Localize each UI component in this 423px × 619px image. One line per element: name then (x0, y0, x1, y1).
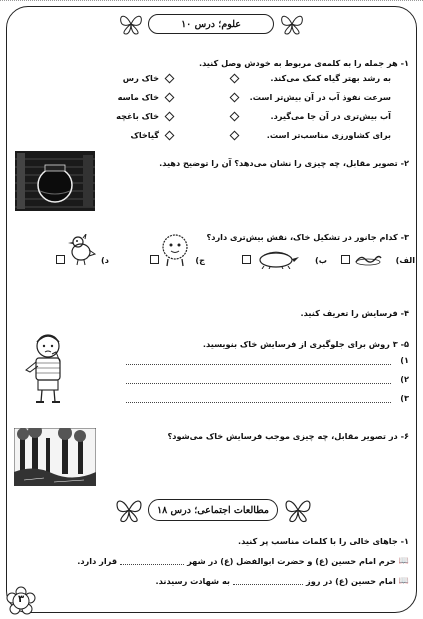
fill-blank-text: قرار دارد. (77, 555, 118, 566)
option-label: د) (101, 255, 109, 265)
butterfly-icon (114, 496, 144, 524)
butterfly-icon (118, 12, 144, 36)
answer-checkbox[interactable] (150, 255, 159, 264)
option-label: الف) (395, 255, 415, 265)
question-1-prompt: ۱- هر جمله را به کلمه‌ی مربوط به خودش وصل کنید. (198, 58, 409, 68)
bird-icon (66, 234, 96, 266)
answer-line-label: ۲) (400, 374, 409, 384)
q1-sentence: برای کشاورزی مناسب‌تر است. (266, 130, 391, 140)
answer-checkbox[interactable] (341, 255, 350, 264)
thinking-child-image (20, 330, 76, 406)
blank-field[interactable] (120, 557, 184, 565)
q1-word: گیاخاک (130, 130, 159, 140)
q1-sentence: به رشد بهتر گیاه کمک می‌کند. (270, 73, 391, 83)
answer-line-label: ۳) (400, 393, 409, 403)
question-2-prompt: ۲- تصویر مقابل، چه چیزی را نشان می‌دهد؟ آن را توضیح دهید. (159, 158, 409, 168)
q1-word: خاک باغچه (116, 111, 159, 121)
q1-sentence: سرعت نفوذ آب در آن بیش‌تر است. (249, 92, 391, 102)
fill-blank-line-1 (77, 555, 409, 566)
butterfly-icon (279, 12, 305, 36)
answer-line-label: ۱) (400, 355, 409, 365)
option-label: ب) (315, 255, 327, 265)
earthworm-icon (354, 252, 382, 266)
answer-line[interactable] (126, 402, 391, 403)
blank-field[interactable] (233, 577, 303, 585)
forest-erosion-image (14, 428, 96, 486)
lesson-title: علوم؛ درس ۱۰ (181, 18, 241, 30)
fill-blank-text: به شهادت رسیدند. (155, 575, 230, 586)
fill-blank-text: امام حسین (ع) در روز (305, 575, 396, 586)
question-4-prompt: ۴- فرسایش را تعریف کنید. (300, 308, 409, 318)
fill-blank-text: حرم امام حسین (ع) و حضرت ابوالفضل (ع) در شهر (187, 555, 396, 566)
soil-jar-image (15, 151, 95, 211)
answer-line[interactable] (126, 383, 391, 384)
question-6-prompt: ۶- در تصویر مقابل، چه چیزی موجب فرسایش خاک می‌شود؟ (167, 431, 409, 441)
book-icon: 📖 (398, 555, 409, 565)
question-3-prompt: ۳- کدام جانور در تشکیل خاک، نقش بیش‌تری دارد؟ (206, 232, 409, 242)
section-2-title-banner (148, 499, 278, 521)
question-5-prompt: ۵- ۳ روش برای جلوگیری از فرسایش خاک بنویسید. (202, 339, 409, 349)
book-icon: 📖 (398, 575, 409, 585)
section-2-question-1-prompt: ۱- جاهای خالی را با کلمات مناسب پر کنید. (238, 536, 409, 546)
butterfly-icon (283, 496, 313, 524)
q1-sentence: آب بیش‌تری در آن جا می‌گیرد. (270, 111, 391, 121)
lesson-title-banner (148, 14, 274, 34)
page-number: ۳ (17, 594, 25, 605)
q1-word: خاک ماسه (117, 92, 159, 102)
fill-blank-line-2 (156, 575, 409, 586)
answer-checkbox[interactable] (242, 255, 251, 264)
sheep-icon (158, 232, 192, 268)
answer-line[interactable] (126, 364, 391, 365)
mole-icon (256, 247, 300, 269)
section-2-title: مطالعات اجتماعی؛ درس ۱۸ (156, 504, 270, 516)
q1-word: خاک رس (122, 73, 159, 83)
answer-checkbox[interactable] (56, 255, 65, 264)
option-label: ج) (195, 255, 205, 265)
